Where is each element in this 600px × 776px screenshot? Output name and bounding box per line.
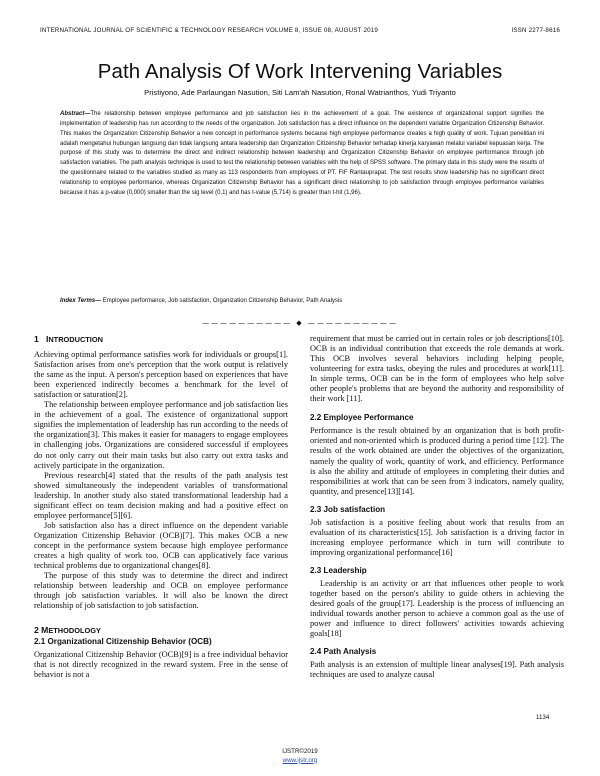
- abstract-label: Abstract—: [60, 111, 91, 117]
- paragraph: Achieving optimal performance satisfies work for individuals or groups[1]. Satisfaction arises from one's perception that the work output is relatively the same as the input. A person's perception based on experiences that have been experienced indirectly becomes a benchmark for the level of satisfaction or saturation[2].: [34, 350, 288, 400]
- paragraph: requirement that must be carried out in certain roles or job descriptions[10]. OCB is an individual contribution that exceeds the role demands at work. This OCB involves several behaviors including helping people, volunteering for extra tasks, obeying the rules and procedures at work[11]. In simple terms, OCB can be in the form of employees who help solve other people's problems that are beyond the authority and responsibility of their work [11].: [310, 334, 564, 404]
- paragraph: The relationship between employee performance and job satisfaction lies in the achievement of a goal. The existence of organizational support signifies the implementation of leadership has run according to the needs of the organization[3]. This makes it easier for managers to engage employees in challenging jobs. Organizations are considered successful if employees do not only carry out their main tasks but also carry out extra tasks and actively participate in the organization.: [34, 400, 288, 470]
- footer-website-link[interactable]: www.ijstr.org: [282, 756, 318, 764]
- index-terms-text: Employee performance, Job satisfaction, Organization Citizenship Behavior, Path Analysis: [101, 298, 343, 304]
- paragraph: Leadership is an activity or art that influences other people to work together based on the person's ability to guide others in achieving the desired goals of the group[17]. Leadership is the process of influencing an individual towards another person to achieve a common goal as the use of power and influence to direct followers' activities towards achieving goals[18]: [310, 578, 564, 639]
- paragraph: Organizational Citizenship Behavior (OCB)[9] is a free individual behavior that is not directly recognized in the reward system. Free in the sense of behavior is not a: [34, 650, 288, 680]
- index-terms-label: Index Terms—: [60, 298, 102, 304]
- subsection-heading-ocb: 2.1 Organizational Citizenship Behavior (OCB): [34, 637, 212, 647]
- paragraph: Performance is the result obtained by an organization that is both profit-oriented and non-oriented which is produced during a period time [12]. The results of the work obtained are under the objectives of the organization, namely the quality of work, quantity of work, and efficiency. Performance is also the ability and attitude of employees in completing their duties and responsibilities at work that can be seen from 3 indicators, namely quality, quantity, and presence[13][14].: [310, 426, 564, 496]
- subsection-heading-leadership: 2.3 Leadership: [310, 565, 367, 575]
- subsection-heading-path-analysis: 2.4 Path Analysis: [310, 647, 377, 657]
- paragraph: Job satisfaction is a positive feeling about work that results from an evaluation of its characteristics[15]. Job satisfaction is a driving factor in increasing employee performance which in turn will contribute to improving organizational performance[16]: [310, 517, 564, 557]
- right-column: [310, 334, 564, 680]
- index-terms: [60, 298, 544, 304]
- author-list: Pristiyono, Ade Parlaungan Nasution, Siti Lam'ah Nasution, Ronal Watrianthos, Yudi Triyanto: [144, 88, 456, 97]
- issn: ISSN 2277-8616: [511, 27, 560, 34]
- page-footer: [0, 748, 600, 765]
- subsection-heading-performance: 2.2 Employee Performance: [310, 413, 414, 423]
- section-heading-introduction: 1 INTRODUCTION: [34, 334, 103, 344]
- abstract: [60, 110, 544, 199]
- paragraph: The purpose of this study was to determine the direct and indirect relationship between leadership and OCB on employee performance through job satisfaction variables. It will also be known the direct relationship of job satisfaction to job satisfaction.: [34, 571, 288, 611]
- footer-copyright: IJSTR©2019: [282, 748, 318, 755]
- paper-title: Path Analysis Of Work Intervening Variables: [97, 60, 503, 83]
- journal-header: [40, 27, 560, 34]
- section-divider: —————————— ◆ ——————————: [202, 319, 398, 327]
- subsection-heading-job-satisfaction: 2.3 Job satisfaction: [310, 504, 386, 514]
- paragraph: Path analysis is an extension of multiple linear analyses[19]. Path analysis techniques are used to analyze causal: [310, 660, 564, 680]
- section-heading-methodology: 2 METHODOLOGY: [34, 625, 101, 636]
- page-number: 1134: [536, 714, 550, 721]
- left-column: [34, 334, 288, 681]
- abstract-text: The relationship between employee performance and job satisfaction lies in the achievement of a goal. The existence of organizational support signifies the implementation of leadership has run according to the needs of the organization. Job satisfaction has a direct influence on the dependent variable Organization Citizenship Behavior. This makes the Organization Citizenship Behavior a new concept in performance systems because high employee performance creates a high quality of work. Tujuan penelitian ini adalah mengetahui hubungan langsung dan tidak langsung antara leadership dan Organization Citizenship Behavior terhadap kinerja karyawan melalui variabel kepuasan kerja. The purpose of this study was to determine the direct and indirect relationship between leadership and Organization Citizenship Behavior on employee performance through job satisfaction variables. The path analysis technique is used to test the relationship between variables with the help of SPSS software. The primary data in this study were the results of the questionnaire related to the variables studied as many as 113 respondents from employees of PT. FIF Rantauprapat. The test results show leadership has no significant direct relationship to employee performance, whereas Organization Citizenship Behavior has a significant direct relationship to job satisfaction through employee performance variables because it has a p-value (0,000) smaller than the sig level (0,1) and has t-value (5,714) is greater than t-hit (1,96).: [60, 111, 544, 196]
- paragraph: Previous research[4] stated that the results of the path analysis test showed simultaneously the independent variables of transformational leadership. In another study also stated transformational leadership had a significant effect on team decision making and had a positive effect on employee performance[5][6].: [34, 470, 288, 520]
- paragraph: Job satisfaction also has a direct influence on the dependent variable Organization Citizenship Behavior (OCB)[7]. This makes OCB a new concept in the performance system because high employee performance creates a high quality of work too. OCB can applicatively face various technical problems due to organizational changes[8].: [34, 520, 288, 571]
- journal-name: INTERNATIONAL JOURNAL OF SCIENTIFIC & TECHNOLOGY RESEARCH VOLUME 8, ISSUE 08, AUGUST 2019: [40, 27, 379, 34]
